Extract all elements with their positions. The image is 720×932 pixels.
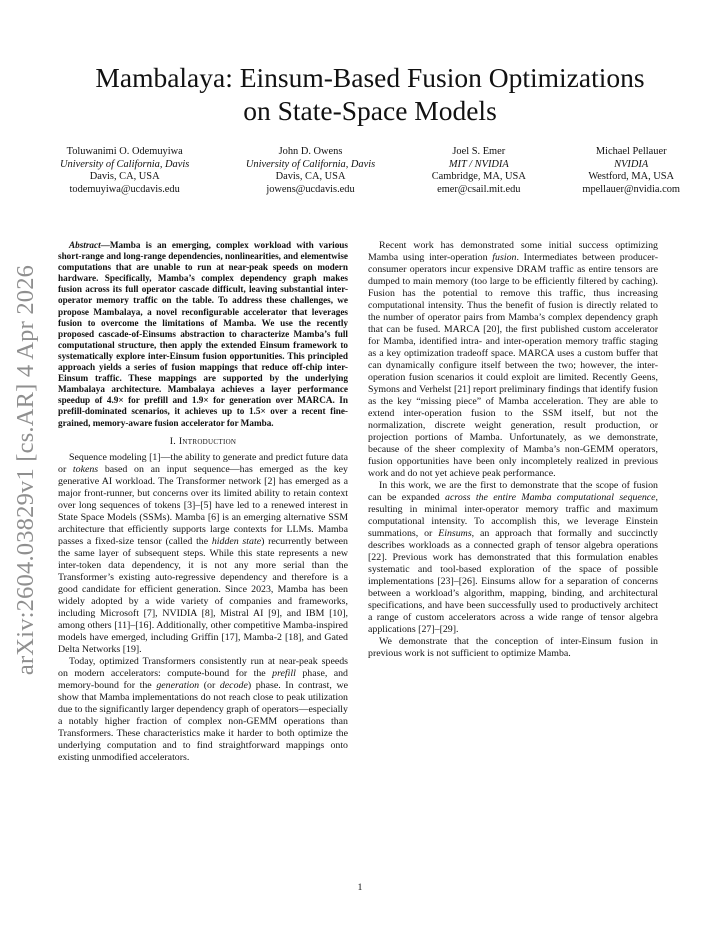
- author-affiliation: University of California, Davis: [245, 158, 376, 170]
- author-2: [246, 146, 375, 196]
- author-email[interactable]: jowens@ucdavis.edu: [266, 183, 355, 195]
- author-location: Davis, CA, USA: [89, 171, 160, 183]
- author-4: [582, 146, 680, 196]
- author-location: Davis, CA, USA: [275, 171, 346, 183]
- author-name: Joel S. Emer: [452, 146, 506, 157]
- author-location: Cambridge, MA, USA: [431, 171, 526, 183]
- paper-title: [60, 61, 680, 127]
- author-name: John D. Owens: [278, 146, 343, 157]
- author-3: [432, 146, 526, 196]
- author-1: [60, 146, 189, 196]
- left-column: [58, 240, 348, 764]
- author-affiliation: NVIDIA: [614, 158, 649, 170]
- intro-paragraph-5: We demonstrate that the conception of inter-Einsum fusion in previous work is not sufficient to optimize Mamba.: [368, 636, 658, 659]
- author-email[interactable]: todemuyiwa@ucdavis.edu: [69, 183, 180, 195]
- author-location: Westford, MA, USA: [588, 171, 675, 183]
- arxiv-id: arXiv:2604.03829v1 [cs.AR] 4 Apr 2026: [12, 264, 40, 676]
- author-affiliation: University of California, Davis: [60, 158, 190, 170]
- abstract-lead: Abstract: [69, 240, 101, 250]
- author-affiliation: MIT / NVIDIA: [448, 158, 509, 170]
- right-column: [368, 240, 658, 660]
- intro-paragraph-1: Sequence modeling [1]—the ability to generate and predict future data or tokens based on an input sequence—has emerged as the key generative AI workload. The Transformer network [2] has emerged as a major front-runner, but concerns over its limited ability to retain context over long sequences of tokens [3]–[5] have led to a renewed interest in State Space Models (SSMs). Mamba [6] is an emerging alternative SSM architecture that efficiently supports large contexts for LLMs. Mamba passes a fixed-size tensor (called the hidden state) recurrently between the same layer of subsequent steps. While this state represents a new inter-token data dependency, it is not any more serial than the Transformer’s existing auto-regressive dependency and therefore is a good candidate for efficient generation. Since 2023, Mamba has been widely adopted by a wide variety of companies and frameworks, including Microsoft [7], NVIDIA [8], Mistral AI [9], and IBM [10], among others [11]–[16]. Additionally, other competitive Mamba-inspired models have emerged, including Griffin [17], Mamba-2 [18], and Gated Delta Networks [19].: [58, 451, 348, 655]
- section-number: I.: [169, 435, 177, 447]
- author-name: Michael Pellauer: [595, 146, 667, 157]
- author-email[interactable]: mpellauer@nvidia.com: [582, 183, 680, 195]
- intro-paragraph-2: Today, optimized Transformers consistently run at near-peak speeds on modern accelerators: compute-bound for the prefill phase, and memory-bound for the generation (or decode) phase. In contrast, we show that Mamba implementations do not reach close to peak utilization due to the significantly larger dependency graph of operators—especially a notably higher fraction of complex non-GEMM operations than Transformers. These characteristics make it harder to both optimize the underlying computation and to find straightforward mappings onto existing unmodified accelerators.: [58, 655, 348, 763]
- title-line-2: on State-Space Models: [243, 95, 497, 126]
- author-block: [60, 146, 680, 196]
- author-email[interactable]: emer@csail.mit.edu: [437, 183, 521, 195]
- abstract: [58, 240, 348, 429]
- author-name: Toluwanimi O. Odemuyiwa: [66, 146, 183, 157]
- section-heading: [58, 436, 348, 448]
- arxiv-watermark: [6, 260, 46, 680]
- abstract-text: —Mamba is an emerging, complex workload with various short-range and long-range dependencies, nonlinearities, and elementwise computations that are unable to run at near-peak speeds on modern hardware. Specifically, Mamba’s complex dependency graph makes fusion across its full operator cascade difficult, leaving substantial inter-operator memory traffic on the table. To address these challenges, we propose Mambalaya, a novel reconfigurable accelerator that leverages fusion to overcome the limitations of Mamba. We use the recently proposed cascade-of-Einsums abstraction to characterize Mamba’s full computational structure, then apply the extended Einsum framework to systematically explore inter-Einsum fusion opportunities. This principled approach yields a series of fusion mappings that reduce off-chip inter-Einsum traffic. These mappings are supported by the underlying Mambalaya architecture. Mambalaya achieves a layer performance speedup of 4.9× for prefill and 1.9× for generation over MARCA. In prefill-dominated scenarios, it achieves up to 1.5× over a recent fine-grained, memory-aware fusion accelerator for Mamba.: [58, 240, 348, 428]
- section-title: Introduction: [178, 435, 237, 447]
- intro-paragraph-3: Recent work has demonstrated some initial success optimizing Mamba using inter-operation fusion. Intermediates between producer-consumer operators incur expensive DRAM traffic as entire tensors are dumped to main memory (too large to be efficiently filtered by caching). Fusion has the potential to remove this traffic, thus increasing computational intensity. Thus the benefit of fusion is directly related to the number of operator pairs from Mamba’s complex dependency graph that can be fused. MARCA [20], the first published custom accelerator for Mamba, identified intra- and inter-operation memory traffic staging as a key optimization tradeoff space. MARCA uses a custom buffer that can dynamically configure itself between the two; however, the inter-operation fusion scenarios it could exploit are limited. Recently Geens, Symons and Verhelst [21] report preliminary findings that identify fusion as the key “missing piece” of Mamba acceleration. They are able to extend inter-operation fusion to the SSM itself, but not the normalization, discrete weight generation, result production, or projection portions of Mamba. Unfortunately, as we demonstrate, because of the sheer complexity of Mamba’s non-GEMM operators, fusion opportunities have been only incompletely realized in previous work and do not yet achieve peak performance.: [368, 240, 658, 479]
- intro-paragraph-4: In this work, we are the first to demonstrate that the scope of fusion can be expanded across the entire Mamba computational sequence, resulting in minimal inter-operator memory traffic and maximum computational intensity. To accomplish this, we leverage Einstein summations, or Einsums, an approach that formally and succinctly describes workloads as a connected graph of tensor algebra operations [22]. Previous work has demonstrated that this formulation enables systematic and tool-based exploration of the space of possible implementations [23]–[26]. Einsums allow for a separation of concerns between a workload’s algorithm, mapping, binding, and architectural specifications, and have been successfully used to productively architect a range of custom accelerators across a wide range of tensor algebra applications [27]–[29].: [368, 480, 658, 635]
- page-number: 1: [357, 882, 363, 893]
- title-line-1: Mambalaya: Einsum-Based Fusion Optimizations: [95, 62, 645, 93]
